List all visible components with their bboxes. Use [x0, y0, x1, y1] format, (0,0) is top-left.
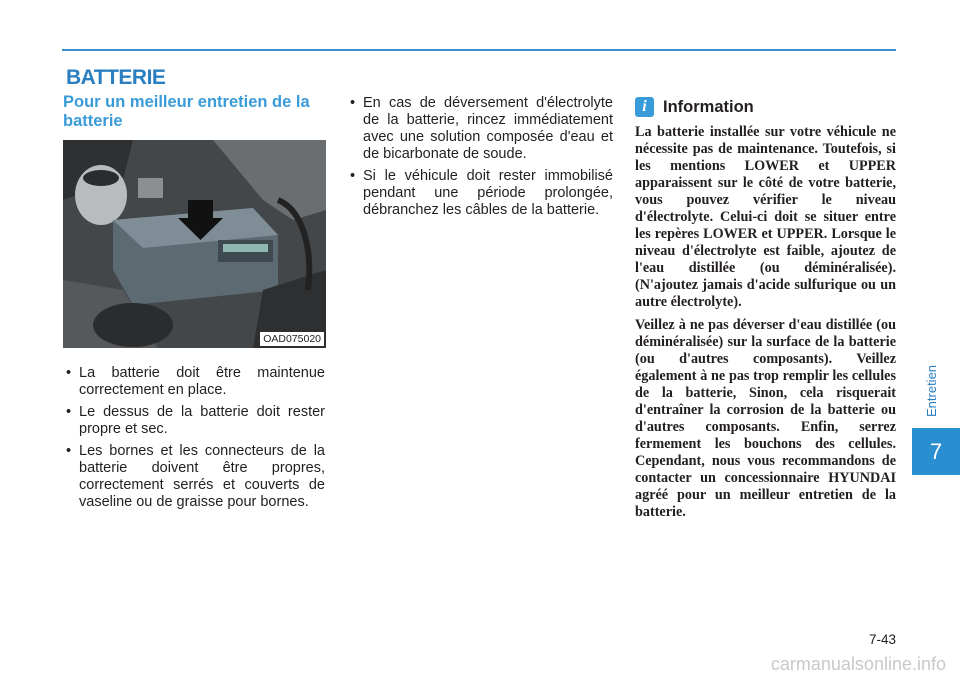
information-title: Information: [663, 98, 754, 116]
watermark: carmanualsonline.info: [770, 654, 946, 674]
list-item: • En cas de déversement d'électrolyte de la batterie, rincez immédiatement avec une solution composée d'eau et de bicarbonate de soude.: [348, 95, 613, 163]
subsection-title: Pour un meilleur entretien de la batterie: [63, 93, 310, 130]
list-item: • Si le véhicule doit rester immobilisé pendant une période prolongée, débranchez les câbles de la batterie.: [348, 168, 613, 219]
section-title: BATTERIE: [66, 66, 166, 89]
engine-bay-illustration: [63, 140, 326, 348]
battery-photo: [63, 140, 326, 348]
list-item: • La batterie doit être maintenue correctement en place.: [64, 365, 325, 399]
information-body: [635, 124, 896, 527]
information-paragraph: La batterie installée sur votre véhicule ne nécessite pas de maintenance. Toutefois, si les mentions LOWER et UPPER apparaissent sur le côté de votre batterie, vous pouvez vérifier le niveau d'électrolyte. Celui-ci doit se situer entre les repères LOWER et UPPER. Lorsque le niveau d'électrolyte est faible, ajoutez de l'eau distillée (ou déminéralisée). (N'ajoutez jamais d'acide sulfurique ou un autre électrolyte).: [635, 124, 896, 310]
information-paragraph: Veillez à ne pas déverser d'eau distillée (ou déminéralisée) sur la surface de la batterie (ou d'autres composants). Veillez également à ne pas trop remplir les cellules de la batterie, Sinon, cela risquerait d'entraîner la corrosion de la batterie ou d'autres composants. Enfin, serrez fermement les bouchons des cellules. Cependant, nous vous recommandons de contacter un concessionnaire HYUNDAI agréé pour un meilleur entretien de la batterie.: [635, 317, 896, 520]
precautions-list: [348, 95, 613, 224]
maintenance-list: [64, 365, 325, 516]
page-number: 7-43: [868, 632, 896, 647]
top-rule: [62, 49, 896, 51]
list-item: • Les bornes et les connecteurs de la batterie doivent être propres, correctement serrés et couverts de vaseline ou de graisse pour bornes.: [64, 443, 325, 511]
chapter-label: Entretien: [924, 364, 939, 418]
list-item: • Le dessus de la batterie doit rester propre et sec.: [64, 404, 325, 438]
chapter-tab[interactable]: 7: [912, 428, 960, 475]
figure-caption: OAD075020: [260, 332, 324, 346]
info-icon: i: [635, 97, 654, 117]
